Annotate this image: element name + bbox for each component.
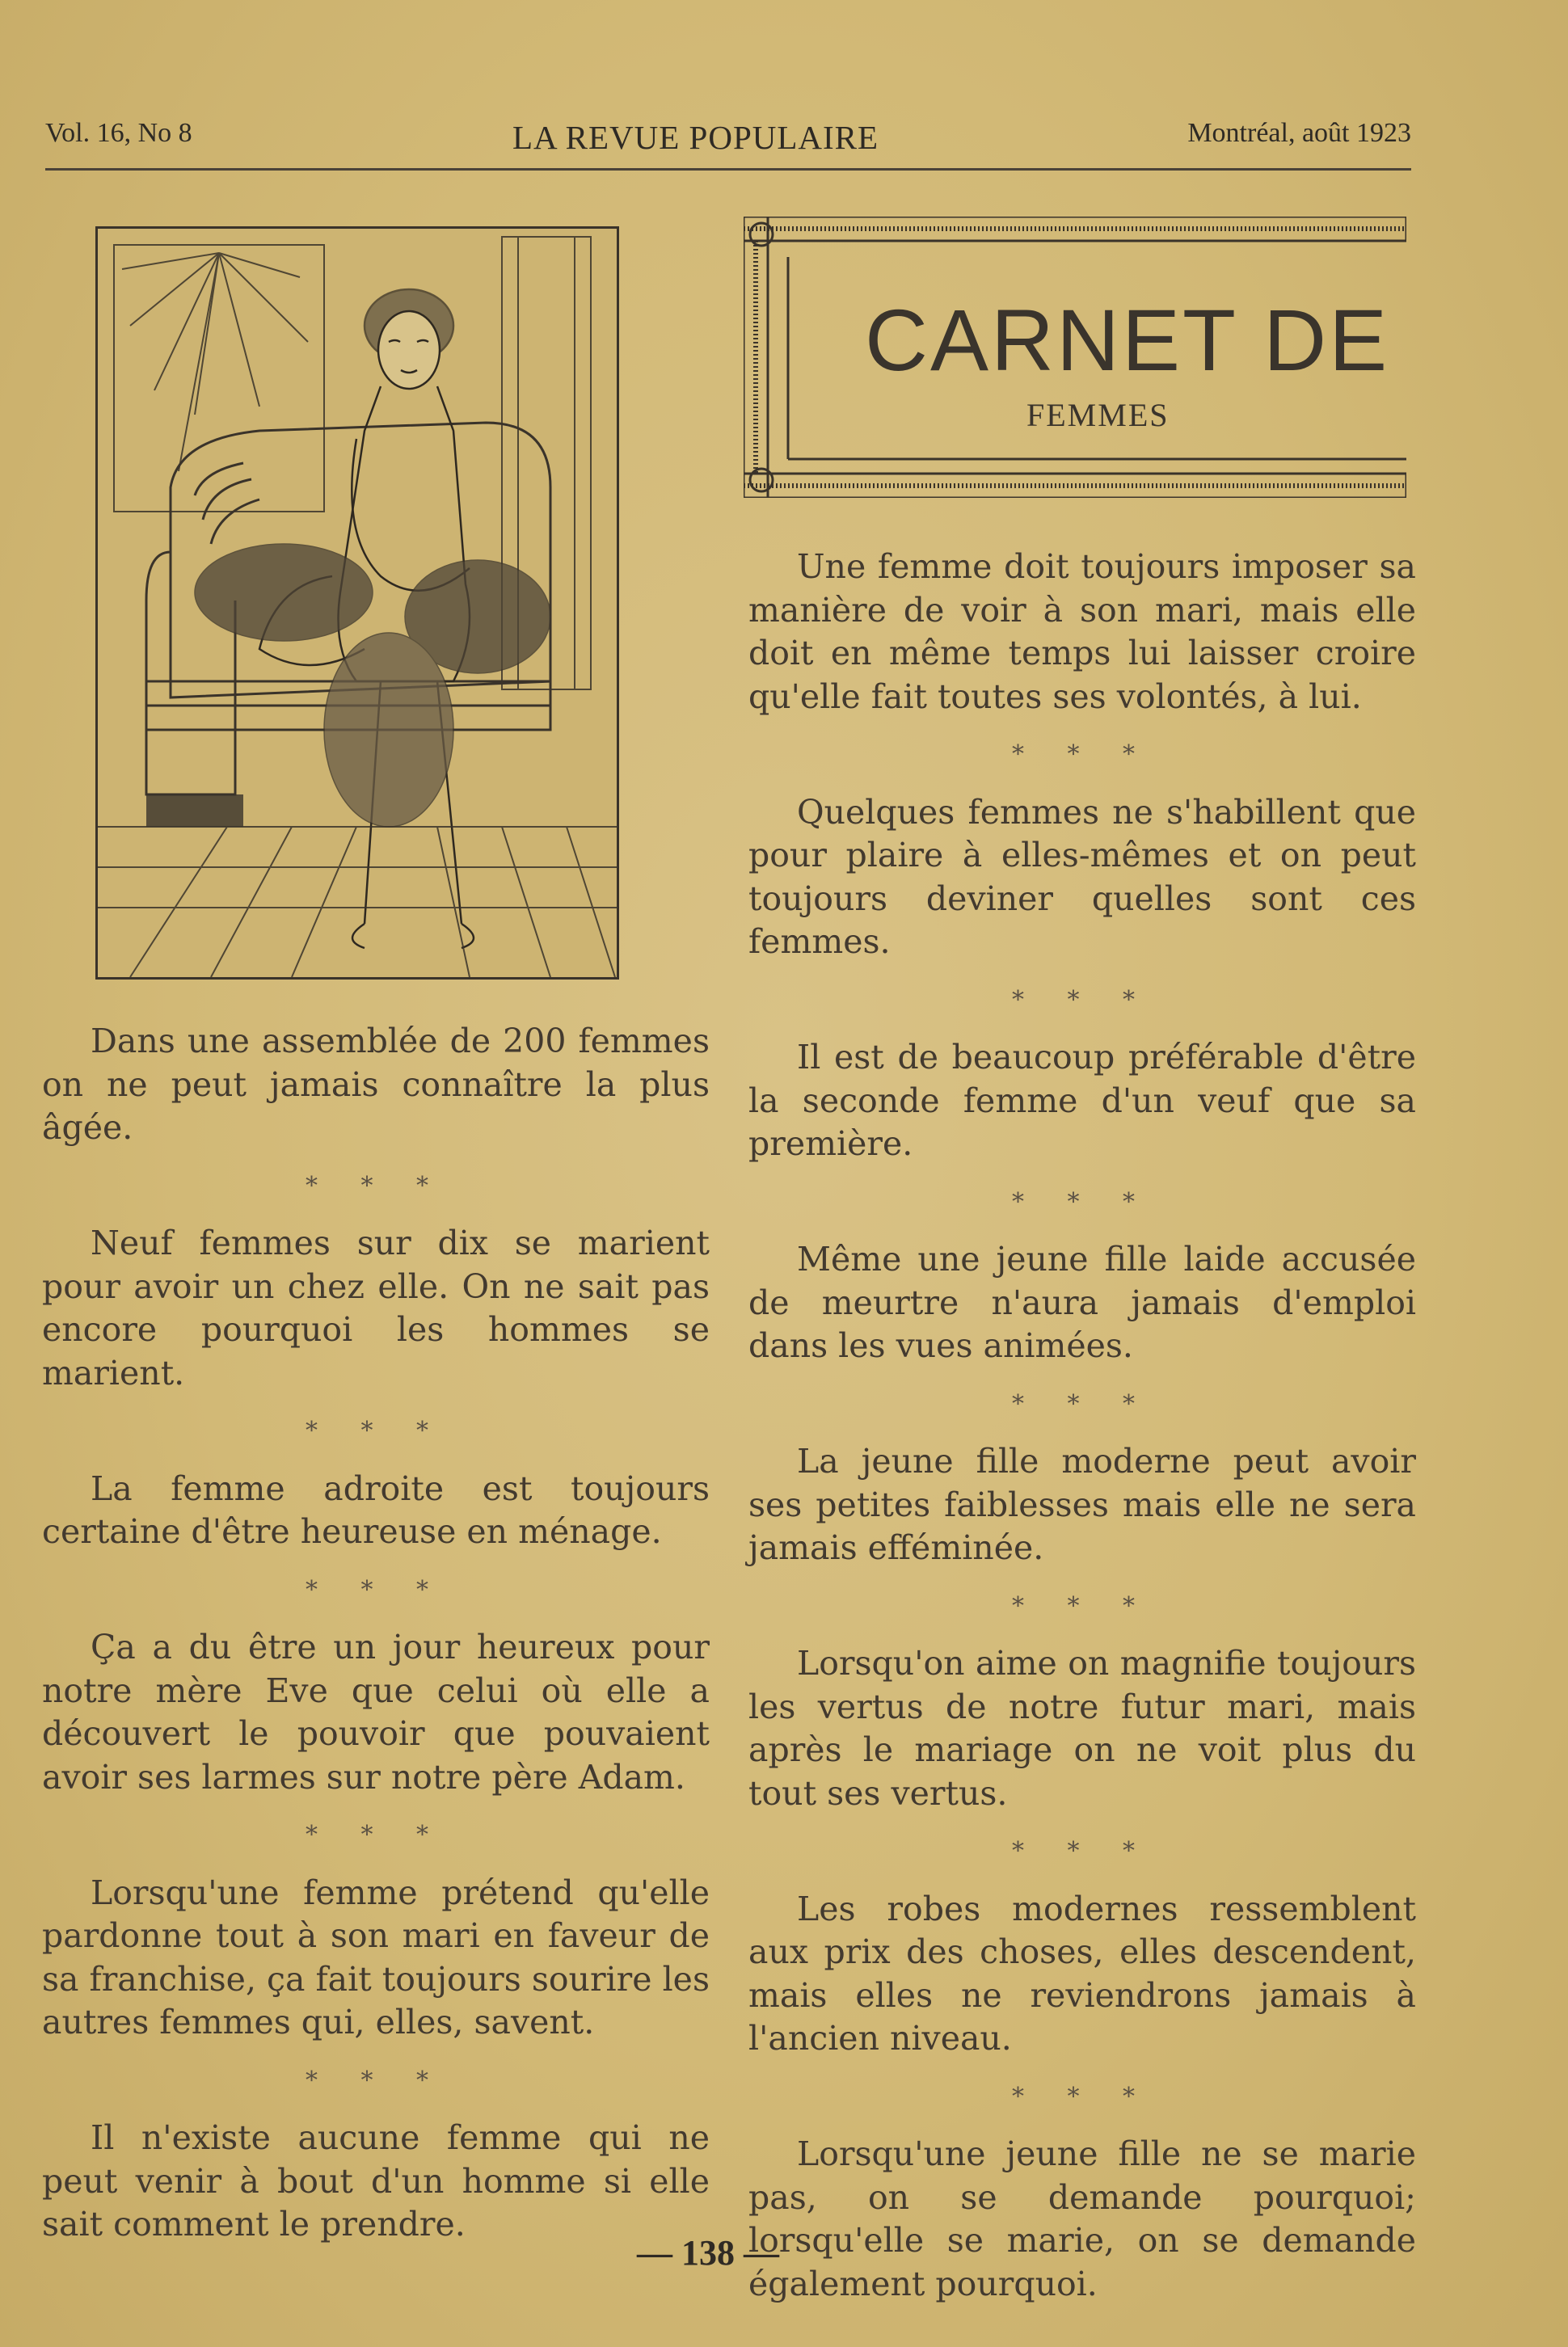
quote-paragraph: La jeune fille moderne peut avoir ses petites faiblesses mais elle ne sera jamais efféminée.	[748, 1442, 1416, 1567]
separator-stars: * * *	[1011, 740, 1153, 769]
page-header	[45, 118, 1411, 156]
volume-number: Vol. 16, No 8	[45, 118, 192, 148]
quote-paragraph: La femme adroite est toujours certaine d'être heureuse en ménage.	[42, 1468, 710, 1551]
separator-stars: * * *	[305, 1171, 447, 1200]
section-subtitle: FEMMES	[1026, 397, 1170, 433]
separator-stars: * * *	[1011, 1837, 1153, 1865]
separator-stars: * * *	[305, 1821, 447, 1849]
separator-stars: * * *	[305, 1575, 447, 1604]
separator-stars: * * *	[305, 2066, 447, 2095]
quote-paragraph: Neuf femmes sur dix se marient pour avoir un chez elle. On ne sait pas encore pourquoi les hommes se marient.	[42, 1224, 710, 1393]
issue-date: Montréal, août 1923	[1187, 118, 1411, 148]
quote-paragraph: Lorsqu'on aime on magnifie toujours les vertus de notre futur mari, mais après le mariage on ne voit plus du tout ses vertus.	[748, 1644, 1416, 1813]
quote-paragraph: Il n'existe aucune femme qui ne peut venir à bout d'un homme si elle sait comment le prendre.	[42, 2118, 710, 2244]
separator-stars: * * *	[1011, 1389, 1153, 1418]
woman-on-sofa-illustration	[95, 226, 619, 980]
quote-paragraph: Les robes modernes ressemblent aux prix des choses, elles descendent, mais elles ne reviendrons jamais à l'ancien niveau.	[748, 1889, 1416, 2058]
header-rule	[45, 168, 1411, 171]
separator-stars: * * *	[1011, 985, 1153, 1014]
magazine-title: LA REVUE POPULAIRE	[512, 119, 879, 156]
quote-paragraph: Ça a du être un jour heureux pour notre mère Eve que celui où elle a découvert le pouvoir que pouvaient avoir ses larmes sur notre père Adam.	[42, 1628, 710, 1797]
right-column	[748, 546, 1416, 2306]
quote-paragraph: Lorsqu'une jeune fille ne se marie pas, on se demande pourquoi; lorsqu'elle se marie, on se demande également pourquoi.	[748, 2134, 1416, 2303]
section-title: CARNET DE	[865, 291, 1390, 389]
separator-stars: * * *	[1011, 2082, 1153, 2111]
quote-paragraph: Lorsqu'une femme prétend qu'elle pardonne tout à son mari en faveur de sa franchise, ça fait toujours sourire les autres femmes qui, elles, savent.	[42, 1873, 710, 2042]
section-title-box	[744, 217, 1406, 498]
left-column	[42, 1020, 710, 2247]
quote-paragraph: Même une jeune fille laide accusée de meurtre n'aura jamais d'emploi dans les vues animées.	[748, 1240, 1416, 1365]
separator-stars: * * *	[1011, 1187, 1153, 1216]
quote-paragraph: Une femme doit toujours imposer sa manière de voir à son mari, mais elle doit en même temps lui laisser croire qu'elle fait toutes ses volontés, à lui.	[748, 547, 1416, 716]
separator-stars: * * *	[1011, 1591, 1153, 1620]
page-number: — 138 —	[637, 2233, 779, 2273]
quote-paragraph: Quelques femmes ne s'habillent que pour plaire à elles-mêmes et on peut toujours deviner quelles sont ces femmes.	[748, 792, 1416, 961]
quote-paragraph: Il est de beaucoup préférable d'être la seconde femme d'un veuf que sa première.	[748, 1038, 1416, 1163]
separator-stars: * * *	[305, 1417, 447, 1445]
quote-paragraph: Dans une assemblée de 200 femmes on ne peut jamais connaître la plus âgée.	[42, 1022, 710, 1147]
